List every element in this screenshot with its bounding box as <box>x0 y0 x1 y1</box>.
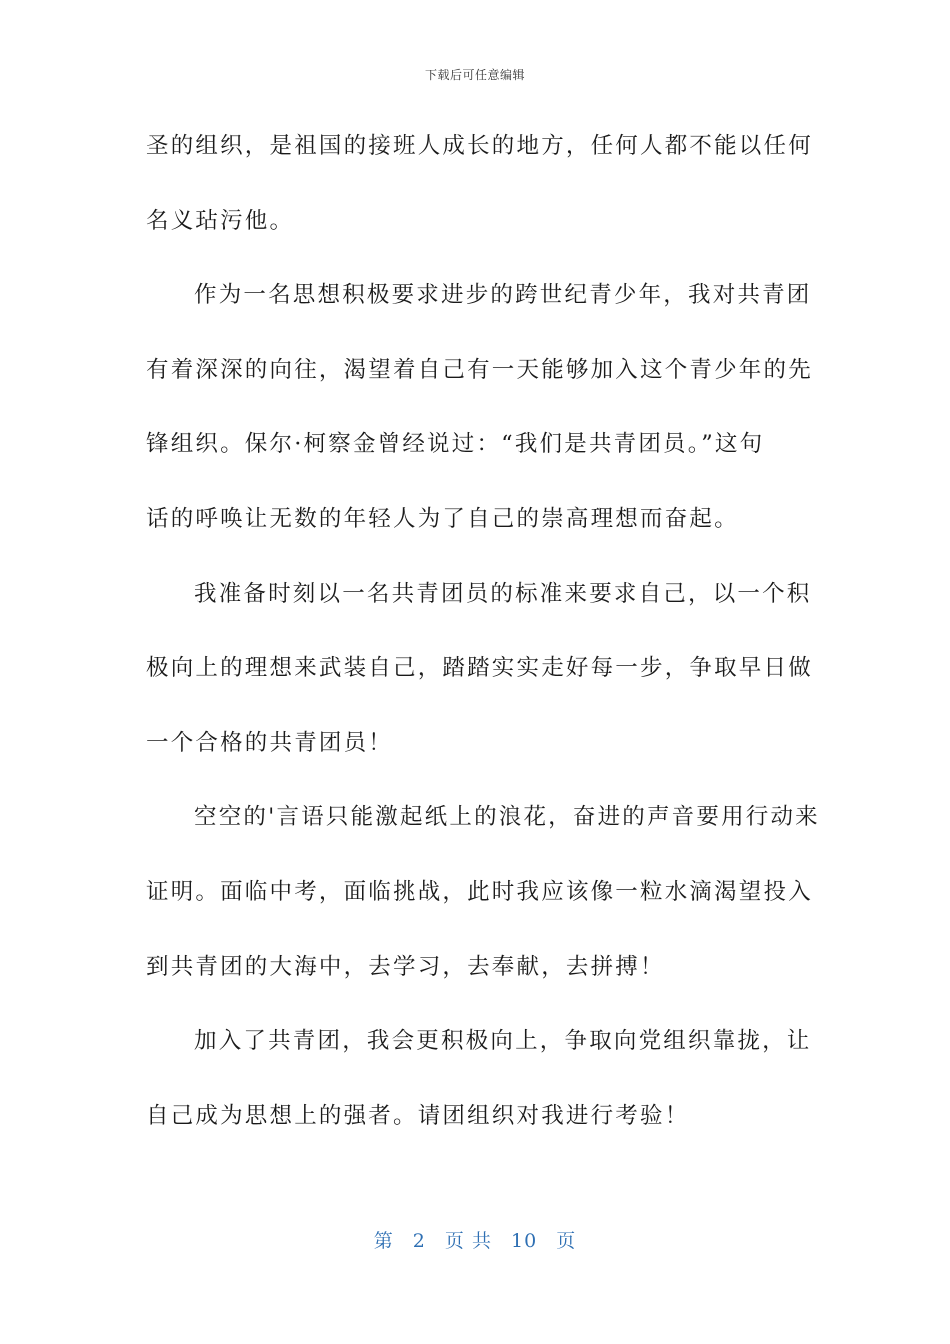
header-note: 下载后可任意编辑 <box>424 68 525 82</box>
current-page-number: 2 <box>412 1230 426 1252</box>
body-line: 自己成为思想上的强者。请团组织对我进行考验！ <box>146 1102 690 1129</box>
body-line: 极向上的理想来武装自己，踏踏实实走好每一步，争取早日做 <box>146 655 813 682</box>
body-line: 锋组织。保尔·柯察金曾经说过：“我们是共青团员。”这句 <box>146 431 765 458</box>
page-word-of: 页 共 <box>444 1230 492 1252</box>
document-body <box>146 120 820 1164</box>
body-line: 一个合格的共青团员！ <box>146 729 394 756</box>
paragraph-start-line: 加入了共青团，我会更积极向上，争取向党组织靠拢，让 <box>194 1028 812 1055</box>
page-word-ye: 页 <box>556 1230 577 1252</box>
paragraph-start-line: 我准备时刻以一名共青团员的标准来要求自己，以一个积 <box>194 580 812 607</box>
total-page-number: 10 <box>511 1230 538 1252</box>
paragraph-start-line: 空空的'言语只能激起纸上的浪花，奋进的声音要用行动来 <box>194 804 820 831</box>
body-line: 有着深深的向往，渴望着自己有一天能够加入这个青少年的先 <box>146 356 813 383</box>
body-line: 话的呼唤让无数的年轻人为了自己的崇高理想而奋起。 <box>146 505 739 532</box>
body-line: 证明。面临中考，面临挑战，此时我应该像一粒水滴渴望投入 <box>146 878 813 905</box>
paragraph-start-line: 作为一名思想积极要求进步的跨世纪青少年，我对共青团 <box>194 282 812 309</box>
page-word-di: 第 <box>373 1230 394 1252</box>
body-line: 名义玷污他。 <box>146 207 295 234</box>
page-number <box>0 1226 950 1253</box>
body-line: 圣的组织，是祖国的接班人成长的地方，任何人都不能以任何 <box>146 133 813 159</box>
body-line: 到共青团的大海中，去学习，去奉献，去拼搏！ <box>146 953 665 980</box>
